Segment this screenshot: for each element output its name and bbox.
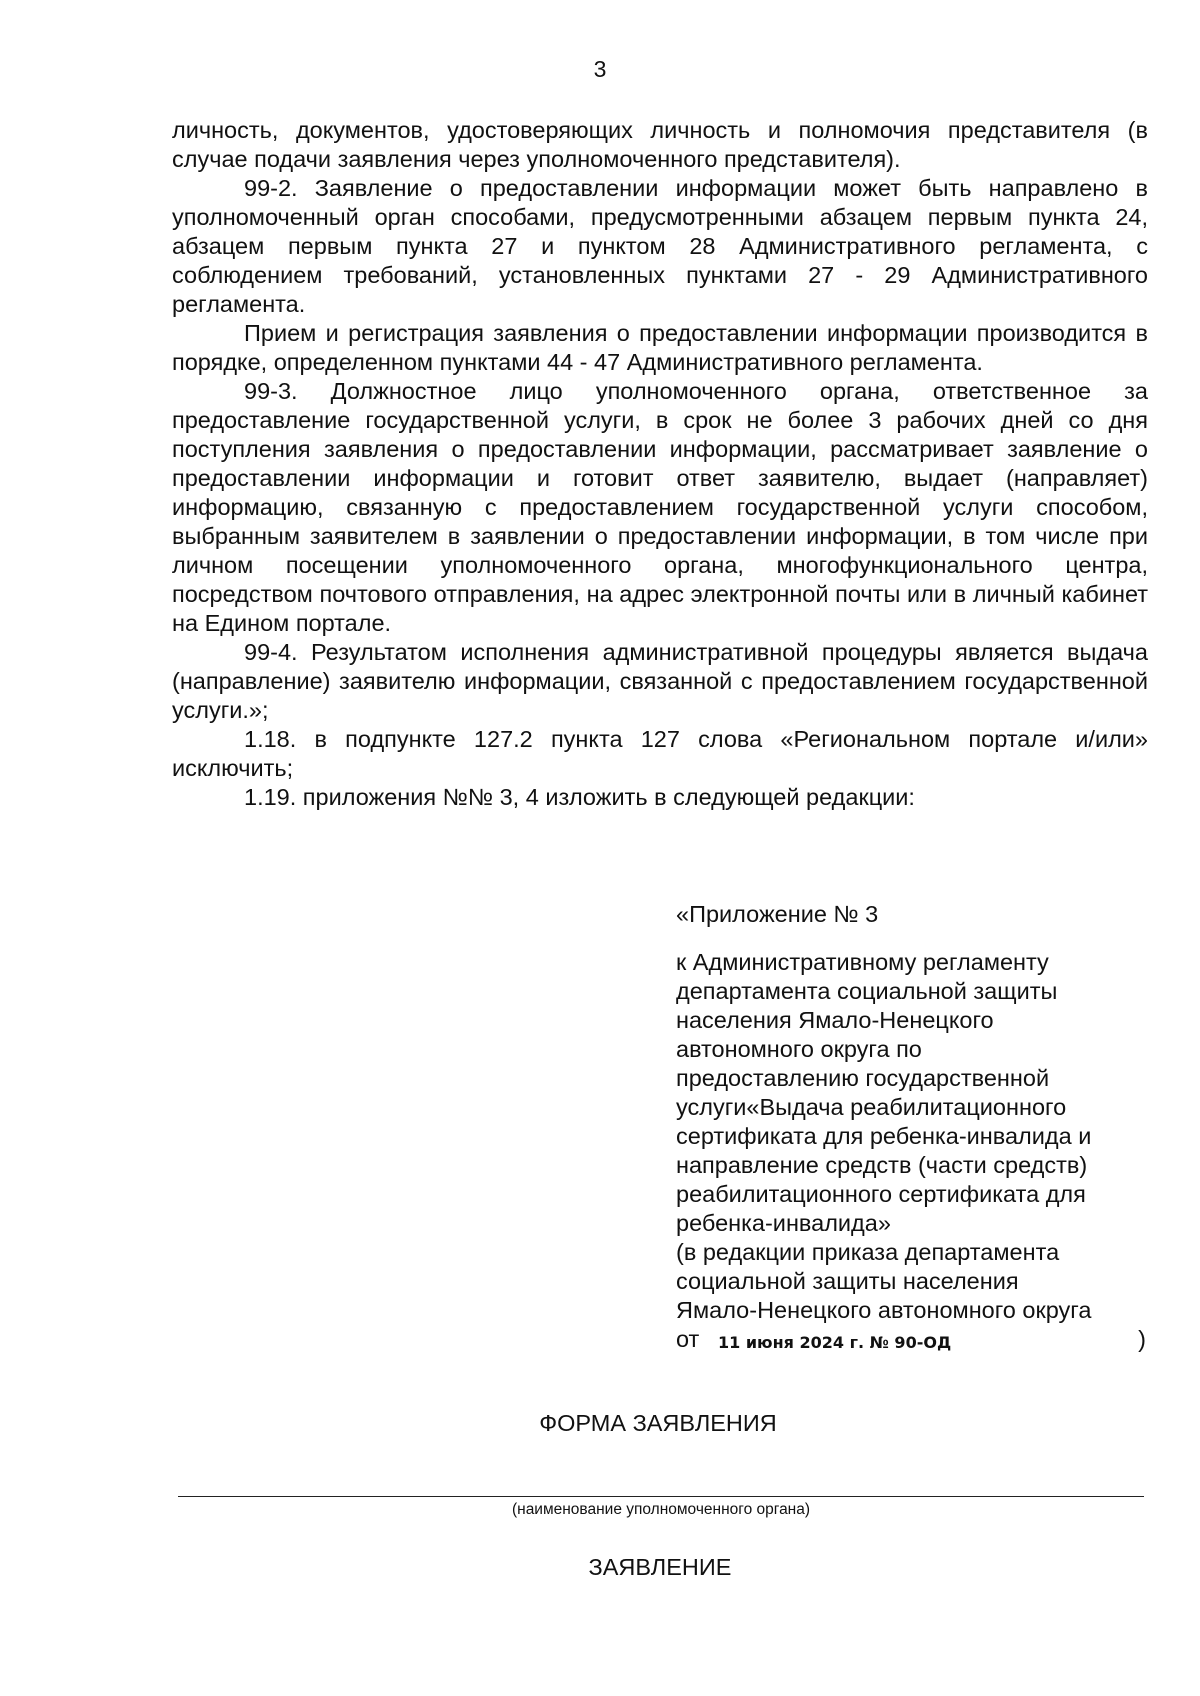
form-title: ФОРМА ЗАЯВЛЕНИЯ: [539, 1410, 777, 1436]
appendix-line: услуги«Выдача реабилитационного: [676, 1094, 1067, 1120]
appendix-line: предоставлению государственной: [676, 1065, 1050, 1091]
order-date-line: [676, 1325, 1146, 1354]
paragraph-1-18: 1.18. в подпункте 127.2 пункта 127 слова «Региональном портале и/или» исключить;: [172, 726, 1148, 781]
appendix-line: реабилитационного сертификата для: [676, 1181, 1086, 1207]
appendix-line: департамента социальной защиты: [676, 978, 1058, 1004]
paragraph-99-4: 99-4. Результатом исполнения административной процедуры является выдача (направление) заявителю информации, связанной с предоставлением государственной услуги.»;: [172, 639, 1148, 723]
appendix-line: сертификата для ребенка-инвалида и: [676, 1123, 1092, 1149]
date-closing-bracket: ): [1138, 1326, 1146, 1352]
appendix-header: [676, 900, 1166, 1354]
appendix-line: социальной защиты населения: [676, 1268, 1019, 1294]
statement-title: ЗАЯВЛЕНИЕ: [588, 1554, 732, 1580]
date-prefix: от: [676, 1326, 700, 1352]
appendix-line: (в редакции приказа департамента: [676, 1239, 1060, 1265]
order-date-stamp: 11 июня 2024 г. № 90-ОД: [718, 1333, 952, 1352]
paragraph-registration: Прием и регистрация заявления о предоставлении информации производится в порядке, определенном пунктами 44 - 47 Административного регламента.: [172, 320, 1148, 375]
appendix-line: населения Ямало-Ненецкого: [676, 1007, 994, 1033]
page-number: 3: [593, 56, 607, 82]
paragraph-99-2: 99-2. Заявление о предоставлении информации может быть направлено в уполномоченный орган способами, предусмотренными абзацем первым пункта 24, абзацем первым пункта 27 и пунктом 28 Административного регламента, с соблюдением требований, установленных пунктами 27 - 29 Административного регламента.: [172, 175, 1148, 317]
appendix-line: ребенка-инвалида»: [676, 1210, 891, 1236]
document-body: [172, 116, 1148, 812]
org-name-caption: (наименование уполномоченного органа): [511, 1501, 811, 1518]
appendix-line: к Административному регламенту: [676, 949, 1049, 975]
org-name-line: [178, 1496, 1144, 1497]
appendix-title: «Приложение № 3: [676, 901, 879, 927]
appendix-line: Ямало-Ненецкого автономного округа: [676, 1297, 1092, 1323]
paragraph-1-19: 1.19. приложения №№ 3, 4 изложить в следующей редакции:: [244, 784, 915, 810]
paragraph-99-3: 99-3. Должностное лицо уполномоченного органа, ответственное за предоставление государственной услуги, в срок не более 3 рабочих дней со дня поступления заявления о предоставлении информации, рассматривает заявление о предоставлении информации и готовит ответ заявителю, выдает (направляет) информацию, связанную с предоставлением государственной услуги способом, выбранным заявителем в заявлении о предоставлении информации, в том числе при личном посещении уполномоченного органа, многофункционального центра, посредством почтового отправления, на адрес электронной почты или в личный кабинет на Едином портале.: [172, 378, 1148, 636]
paragraph-continuation: личность, документов, удостоверяющих личность и полномочия представителя (в случае подачи заявления через уполномоченного представителя).: [172, 117, 1148, 172]
appendix-line: направление средств (части средств): [676, 1152, 1088, 1178]
appendix-line: автономного округа по: [676, 1036, 922, 1062]
